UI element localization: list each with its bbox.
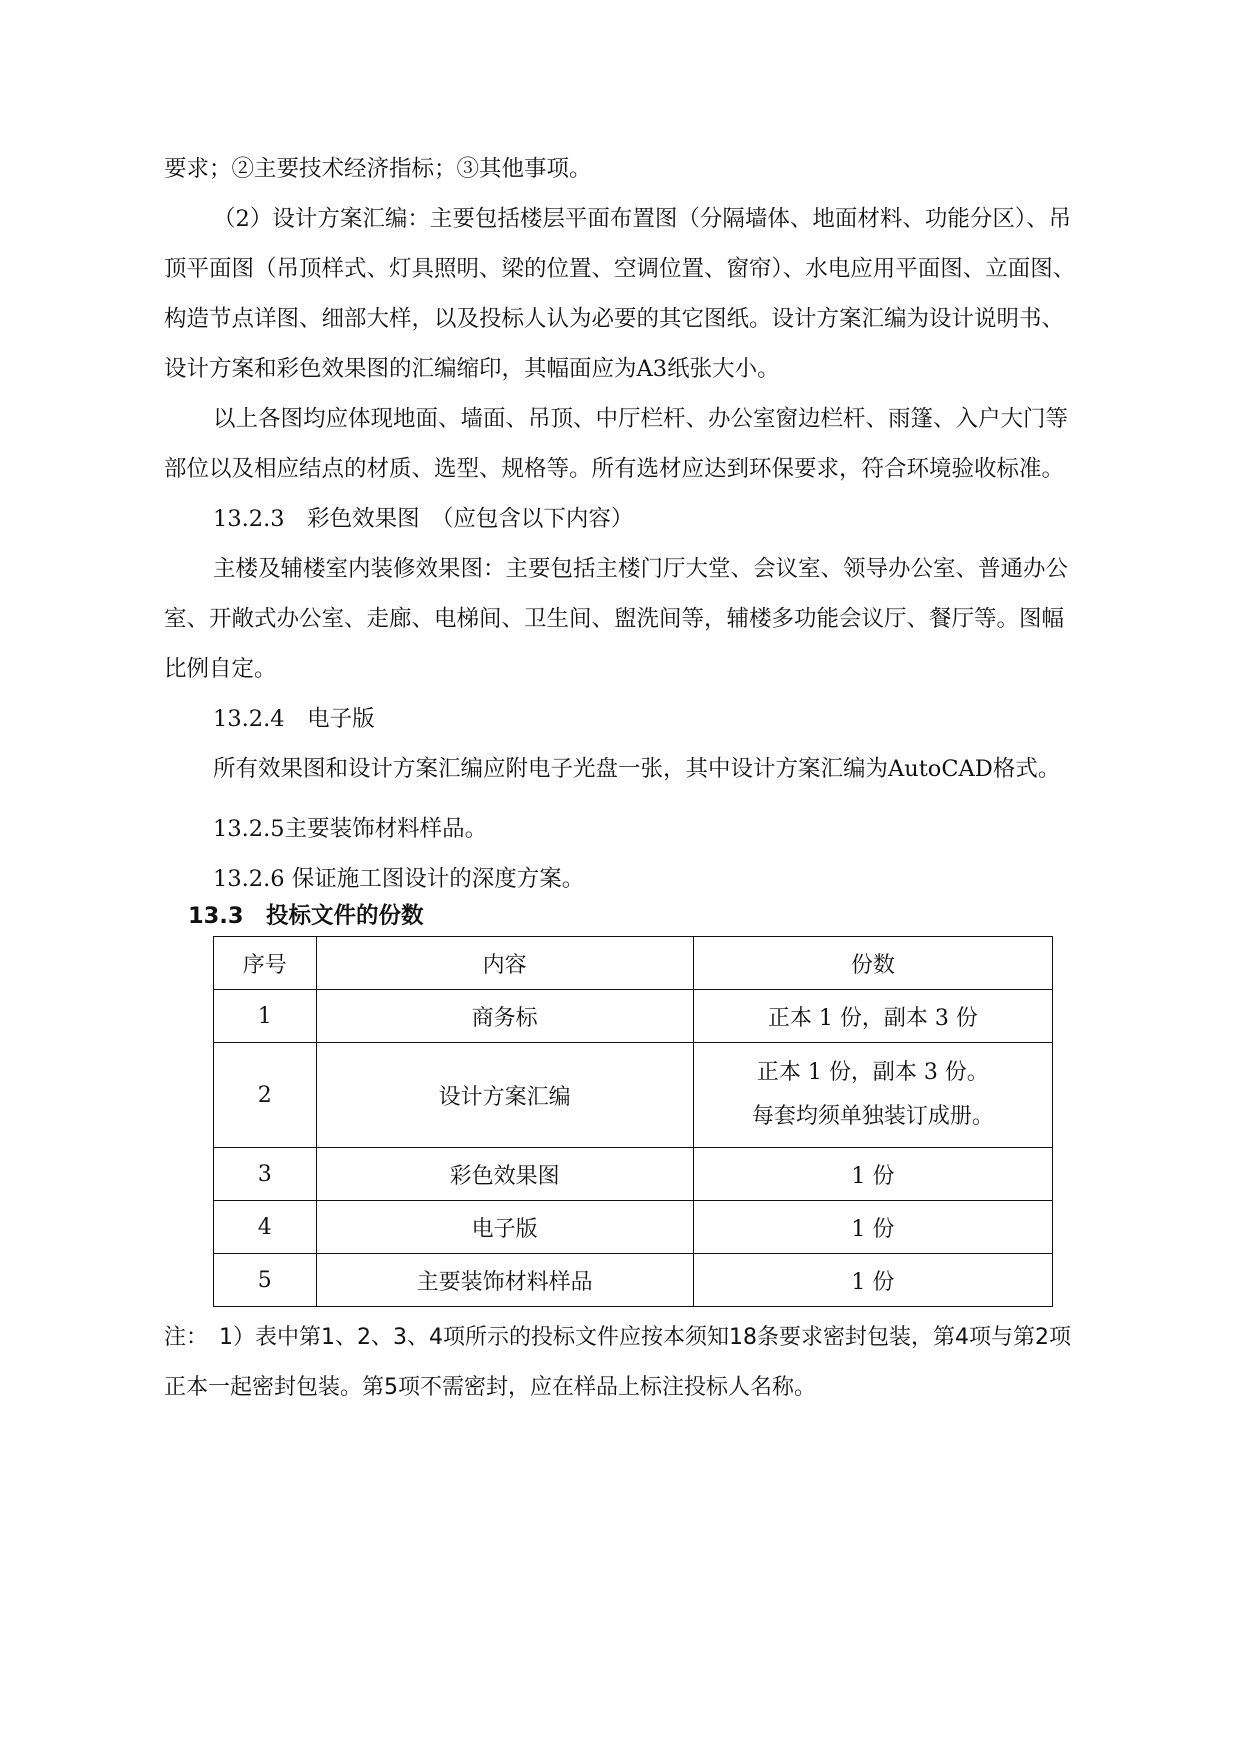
- paragraph-renderings: 主楼及辅楼室内装修效果图：主要包括主楼门厅大堂、会议室、领导办公室、普通办公室、开敞式办公室、走廊、电梯间、卫生间、盥洗间等，辅楼多功能会议厅、餐厅等。图幅比例自定。: [164, 556, 1069, 682]
- copies-table: [213, 936, 1053, 1307]
- cell-copies: [693, 1043, 1052, 1148]
- cell-copies-line1: 正本 1 份，副本 3 份。: [756, 1060, 989, 1085]
- table-note: 注： 1）表中第1、2、3、4项所示的投标文件应按本须知18条要求密封包装，第4项与第2项正本一起密封包装。第5项不需密封，应在样品上标注投标人名称。: [164, 1325, 1071, 1400]
- table-row: [214, 1254, 1053, 1307]
- cell-copies: 正本 1 份，副本 3 份: [693, 990, 1052, 1043]
- paragraph-design-compilation: （2）设计方案汇编：主要包括楼层平面布置图（分隔墙体、地面材料、功能分区）、吊顶平面图（吊顶样式、灯具照明、梁的位置、空调位置、窗帘）、水电应用平面图、立面图、构造节点详图、细部大样，以及投标人认为必要的其它图纸。设计方案汇编为设计说明书、设计方案和彩色效果图的汇编缩印，其幅面应为A3纸张大小。: [164, 206, 1076, 382]
- cell-no: 4: [214, 1201, 317, 1254]
- subsection-13-2-5: 13.2.5主要装饰材料样品。: [213, 816, 488, 842]
- document-body: [164, 144, 1076, 1413]
- cell-content: 主要装饰材料样品: [316, 1254, 693, 1307]
- cell-copies: 1 份: [693, 1254, 1052, 1307]
- table-row: [214, 990, 1053, 1043]
- cell-copies: 1 份: [693, 1148, 1052, 1201]
- paragraph-materials: 以上各图均应体现地面、墙面、吊顶、中厅栏杆、办公室窗边栏杆、雨篷、入户大门等部位以及相应结点的材质、选型、规格等。所有选材应达到环保要求，符合环境验收标准。: [164, 406, 1069, 482]
- cell-no: 1: [214, 990, 317, 1043]
- section-heading-13-3: 13.3 投标文件的份数: [188, 903, 424, 929]
- cell-copies-line2: 每套均须单独装订成册。: [751, 1104, 994, 1129]
- paragraph-requirements-tail: 要求；②主要技术经济指标；③其他事项。: [164, 156, 592, 182]
- table-header-row: [214, 937, 1053, 990]
- header-copies: 份数: [693, 937, 1052, 990]
- header-no: 序号: [214, 937, 317, 990]
- paragraph-electronic: 所有效果图和设计方案汇编应附电子光盘一张，其中设计方案汇编为AutoCAD格式。: [213, 756, 1061, 782]
- header-content: 内容: [316, 937, 693, 990]
- subsection-13-2-3: 13.2.3 彩色效果图 （应包含以下内容）: [213, 506, 634, 532]
- subsection-13-2-6: 13.2.6 保证施工图设计的深度方案。: [213, 866, 585, 892]
- table-row: [214, 1043, 1053, 1148]
- subsection-13-2-4: 13.2.4 电子版: [213, 706, 375, 732]
- table-row: [214, 1201, 1053, 1254]
- cell-no: 5: [214, 1254, 317, 1307]
- cell-content: 设计方案汇编: [316, 1043, 693, 1148]
- cell-content: 彩色效果图: [316, 1148, 693, 1201]
- cell-no: 3: [214, 1148, 317, 1201]
- cell-copies: 1 份: [693, 1201, 1052, 1254]
- table-row: [214, 1148, 1053, 1201]
- cell-content: 商务标: [316, 990, 693, 1043]
- cell-no: 2: [214, 1043, 317, 1148]
- cell-content: 电子版: [316, 1201, 693, 1254]
